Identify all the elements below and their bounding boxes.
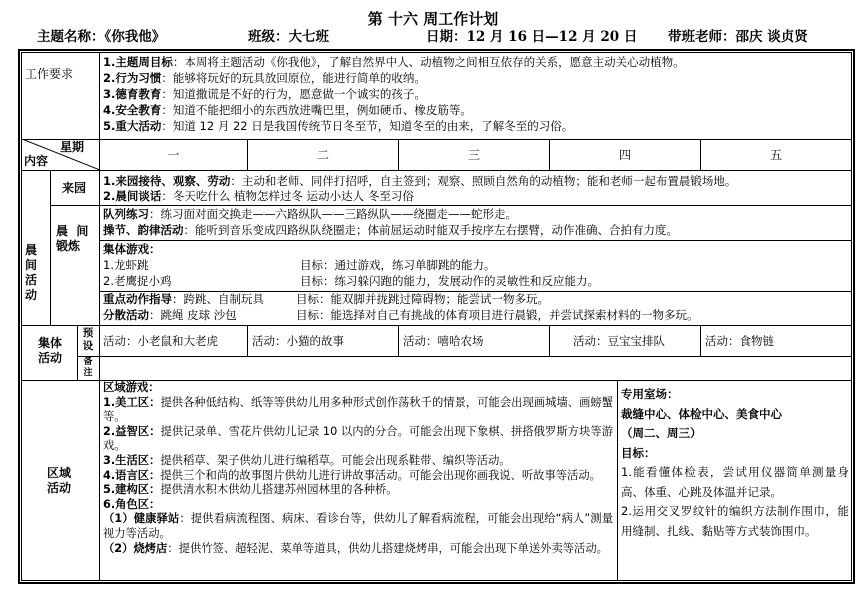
area-line: 6.角色区：: [103, 497, 161, 511]
area-line: （1）健康驿站：提供看病流程图、病床、看诊台等，供幼儿了解看病流程，可能会出现给“病人”测量视力等活动。: [103, 512, 613, 540]
area-line: 4.语言区：提供三个和尚的故事图片供幼儿进行讲故事活动。可能会出现你画我说、听故事等活动。: [103, 468, 601, 482]
special-goal: 1.能看懂体检表，尝试用仪器简单测量身高、体重、心跳及体温并记录。: [621, 465, 849, 499]
day-monday: 一: [167, 148, 180, 162]
game-goal: 目标：通过游戏，练习单脚跳的能力。: [300, 258, 496, 272]
arrival-label: 来园: [62, 181, 87, 195]
neirong-label: 内容: [24, 154, 49, 168]
area-activity-label: 区域 活动: [46, 466, 71, 495]
group-activity-thursday: 活动：豆宝宝排队: [573, 334, 665, 348]
exercise-label: 晨 间 锻炼: [56, 224, 89, 253]
work-requirements-label: 工作要求: [25, 67, 74, 81]
area-line: 2.益智区：提供记录单、雪花片供幼儿记录 10 以内的分合。可能会出现下象棋、拼搭俄罗斯方块等游戏。: [103, 424, 613, 453]
area-line: 3.生活区：提供稻草、架子供幼儿进行编稻草。可能会出现系鞋带、编织等活动。: [103, 453, 511, 467]
group-games-title: 集体游戏：: [103, 242, 161, 256]
day-tuesday: 二: [316, 148, 329, 162]
class-name: 班级：大七班: [248, 29, 329, 45]
area-games: [103, 381, 613, 556]
special-rooms-title: 专用室场：: [621, 387, 679, 401]
morning-activities-label: 晨 间 活 动: [25, 243, 38, 302]
requirement-line: 1.主题周目标：本周将主题活动《你我他》，了解自然界中人、动植物之间相互依存的关系，愿意主动关心动植物。: [103, 55, 685, 69]
special-rooms-days: （周二、周三）: [621, 426, 702, 440]
beizhu-label: 备 注: [83, 357, 93, 378]
day-thursday: 四: [618, 148, 631, 162]
gym-rhythm: 操节、韵律活动：能听到音乐变成四路纵队绕圈走；体前屈运动时能双手按序左右摆臂，动作准确、合拍有力度。: [103, 223, 678, 237]
group-activity-friday: 活动：食物链: [705, 334, 774, 348]
requirement-line: 2.行为习惯：能够将玩好的玩具放回原位，能进行简单的收纳。: [103, 71, 426, 85]
special-rooms-panel: [621, 385, 849, 541]
area-games-title: 区域游戏：: [103, 381, 160, 394]
group-activity-monday: 活动：小老鼠和大老虎: [103, 334, 218, 348]
special-goal: 2.运用交叉罗纹针的编织方法制作围巾，能用缝制、扎线、黏贴等方式装饰围巾。: [621, 504, 849, 538]
special-goal-title: 目标：: [621, 445, 656, 460]
requirement-line: 3.德育教育：知道撒谎是不好的行为，愿意做一个诚实的孩子。: [103, 87, 426, 101]
theme-name: 主题名称：《你我他》: [37, 29, 166, 45]
scatter-goal: 目标：能选择对自己有挑战的体育项目进行晨锻，并尝试探索材料的一物多玩。: [296, 308, 699, 322]
game-goal: 目标：练习躲闪跑的能力，发展动作的灵敏性和反应能力。: [300, 274, 599, 288]
special-rooms: 裁缝中心、体检中心、美食中心: [621, 406, 782, 421]
requirement-line: 5.重大活动：知道 12 月 22 日是我国传统节日冬至节，知道冬至的由来，了解冬至的习俗。: [103, 119, 574, 133]
date-range: 日期：12 月 16 日—12 月 20 日: [426, 29, 638, 45]
scatter-activity: 分散活动：跳绳 皮球 沙包: [103, 308, 237, 322]
game-name: 1.龙虾跳: [103, 258, 149, 272]
xingqi-label: 星期: [60, 140, 85, 154]
requirement-line: 4.安全教育：知道不能把细小的东西放进嘴巴里，例如硬币、橡皮筋等。: [103, 103, 472, 117]
queue-practice: 队列练习：练习面对面交换走——六路纵队——三路纵队——绕圈走——蛇形走。: [103, 207, 517, 221]
key-action-guidance: 重点动作指导：跨跳、自制玩具: [103, 292, 264, 306]
game-name: 2.老鹰捉小鸡: [103, 274, 172, 288]
page-title: 第 十六 周工作计划: [367, 10, 499, 28]
arrival-line-2: 2.晨间谈话：冬天吃什么 植物怎样过冬 运动小达人 冬至习俗: [103, 189, 414, 203]
yushe-label: 预 设: [82, 327, 94, 352]
key-action-goal: 目标：能双脚并拢跳过障碍物；能尝试一物多玩。: [296, 292, 549, 306]
area-line: 5.建构区：提供清水积木供幼儿搭建苏州园林里的各种桥。: [103, 483, 398, 497]
day-wednesday: 三: [467, 148, 480, 162]
group-activity-tuesday: 活动：小猫的故事: [252, 334, 344, 348]
group-activity-label: 集体 活动: [37, 336, 62, 365]
teachers: 带班老师：邵庆 谈贞贤: [668, 29, 808, 45]
area-line: 1.美工区：提供各种低结构、纸等等供幼儿用多种形式创作荡秋千的情景，可能会出现画城墙、画螃蟹等。: [103, 395, 613, 424]
area-line: （2）烧烤店：提供竹签、超轻泥、菜单等道具，供幼儿搭建烧烤串，可能会出现下单送外卖等活动。: [103, 541, 608, 555]
day-friday: 五: [769, 148, 782, 162]
arrival-line-1: 1.来园接待、观察、劳动：主动和老师、同伴打招呼，自主签到；观察、照顾自然角的动植物；能和老师一起布置晨锻场地。: [103, 174, 737, 188]
group-activity-wednesday: 活动：嘻哈农场: [403, 334, 484, 348]
